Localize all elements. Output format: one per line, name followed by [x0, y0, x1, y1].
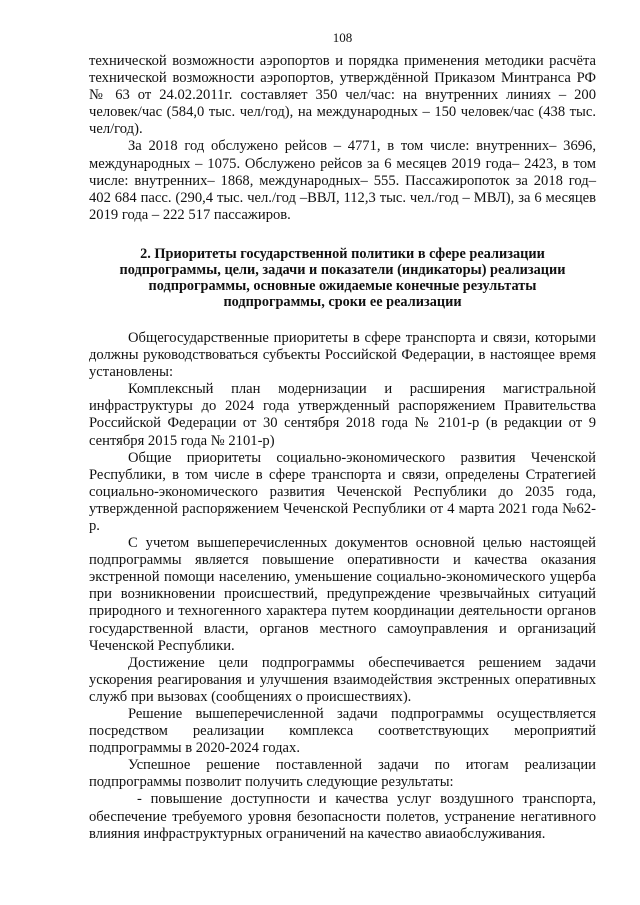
paragraph-continuation: технической возможности аэропортов и порядка применения методики расчёта технической возможности аэропортов, утверждённой Приказом Минтранса РФ № 63 от 24.02.2011г. составляет 350 чел/час: на внутренних линиях – 200 человек/час (584,0 тыс. чел/год), на международных – 150 человек/час (438 тыс. чел/год). [89, 53, 596, 138]
page-number: 108 [332, 30, 353, 45]
paragraph-expected-results: Успешное решение поставленной задачи по итогам реализации подпрограммы позволит получить следующие результаты: [89, 757, 596, 791]
paragraph-modernization-plan: Комплексный план модернизации и расширения магистральной инфраструктуры до 2024 года утвержденный распоряжением Правительства Российской Федерации от 30 сентября 2018 года № 2101-р (в редакции от 9 сентября 2015 года № 2101-р) [89, 381, 596, 449]
paragraph-flight-statistics: За 2018 год обслужено рейсов – 4771, в том числе: внутренних– 3696, международных – 1075. Обслужено рейсов за 6 месяцев 2019 года– 2423, в том числе: внутренних– 1868, международных– 555. Пассажиропоток за 2018 год– 402 684 пасс. (290,4 тыс. чел./год –ВВЛ, 112,3 тыс. чел./год – МВЛ), за 6 месяцев 2019 года – 222 517 пассажиров. [89, 138, 596, 223]
section-heading-line: 2. Приоритеты государственной политики в сфере реализации [140, 245, 545, 262]
section-heading-line: подпрограммы, цели, задачи и показатели (индикаторы) реализации [119, 261, 566, 278]
section-heading-line: подпрограммы, сроки ее реализации [223, 293, 462, 310]
section-heading-line: подпрограммы, основные ожидаемые конечные результаты [148, 277, 537, 294]
paragraph-goal-achievement: Достижение цели подпрограммы обеспечивается решением задачи ускорения реагирования и улучшения взаимодействия экстренных оперативных служб при вызовах (сообщениях о происшествиях). [89, 654, 596, 705]
paragraph-national-priorities: Общегосударственные приоритеты в сфере транспорта и связи, которыми должны руководствоваться субъекты Российской Федерации, в настоящее время установлены: [89, 329, 596, 381]
paragraph-regional-priorities: Общие приоритеты социально-экономического развития Чеченской Республики, в том числе в сфере транспорта и связи, определены Стратегией социально-экономического развития Чеченской Республики до 2035 года, утвержденной распоряжением Чеченской Республики от 4 марта 2021 года №62-р. [89, 449, 596, 534]
paragraph-task-solution: Решение вышеперечисленной задачи подпрограммы осуществляется посредством реализации комплекса соответствующих мероприятий подпрограммы в 2020-2024 годах. [89, 706, 596, 757]
section-heading [89, 246, 596, 310]
list-item-result: - повышение доступности и качества услуг воздушного транспорта, обеспечение требуемого уровня безопасности полетов, устранение негативного влияния инфраструктурных ограничений на качество авиаобслуживания. [89, 791, 596, 842]
paragraph-main-goal: С учетом вышеперечисленных документов основной целью настоящей подпрограммы является повышение оперативности и качества оказания экстренной помощи населению, уменьшение социально-экономического ущерба при возникновении происшествий, предупреждение чрезвычайных ситуаций природного и техногенного характера путем координации деятельности органов государственной власти, органов местного самоуправления и организаций Чеченской Республики. [89, 535, 596, 654]
document-body [89, 53, 596, 843]
